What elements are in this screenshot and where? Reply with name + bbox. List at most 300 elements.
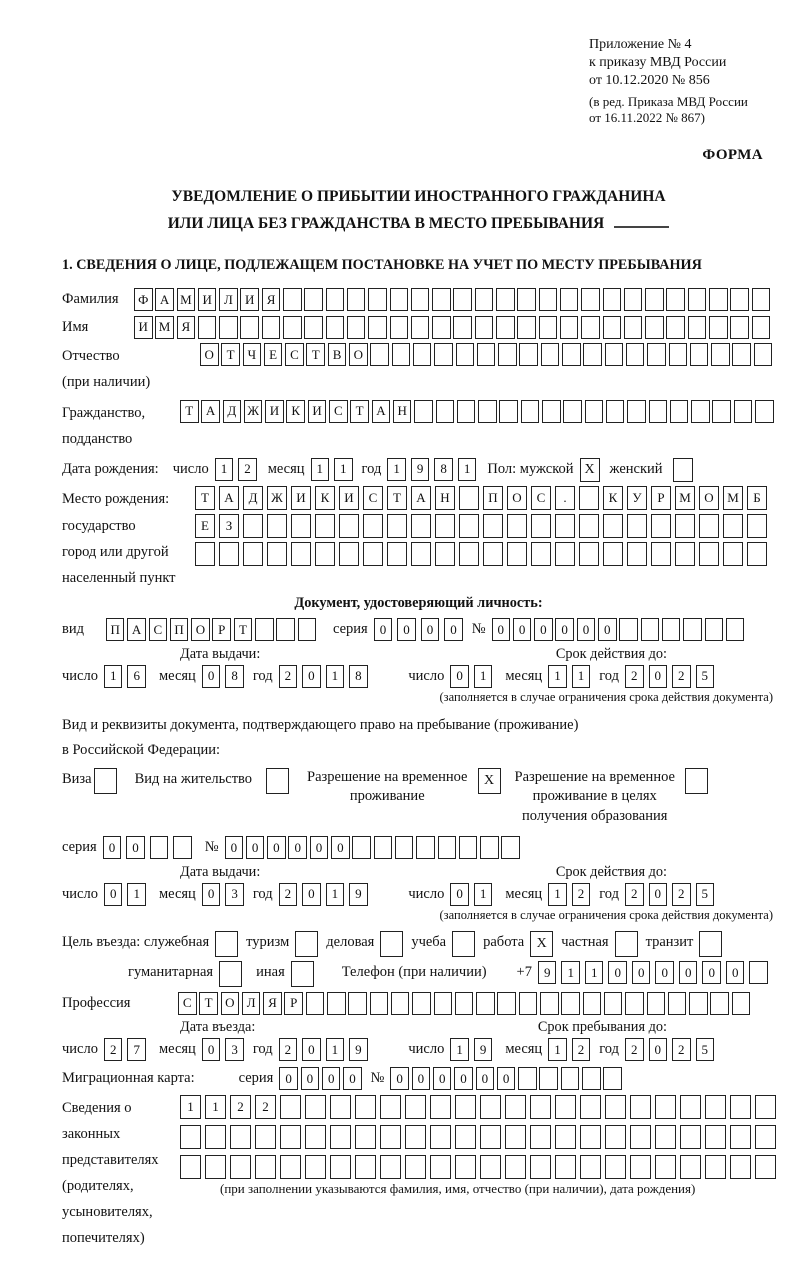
char-cell[interactable]: 0 bbox=[444, 618, 463, 641]
char-cell[interactable]: 0 bbox=[301, 1067, 320, 1090]
char-cell[interactable] bbox=[501, 836, 520, 859]
char-cell[interactable] bbox=[315, 542, 335, 566]
char-cell[interactable] bbox=[606, 400, 625, 423]
char-cell[interactable] bbox=[691, 400, 710, 423]
char-cell[interactable] bbox=[455, 992, 474, 1015]
char-cell[interactable] bbox=[647, 343, 666, 366]
char-cell[interactable]: 2 bbox=[625, 883, 644, 906]
char-cell[interactable] bbox=[755, 1095, 776, 1119]
char-cell[interactable] bbox=[453, 288, 472, 311]
char-cell[interactable]: М bbox=[675, 486, 695, 510]
char-cell[interactable]: 0 bbox=[374, 618, 393, 641]
char-cell[interactable] bbox=[498, 343, 517, 366]
char-cell[interactable] bbox=[582, 1067, 601, 1090]
char-cell[interactable]: 0 bbox=[202, 883, 221, 906]
char-cell[interactable]: С bbox=[285, 343, 304, 366]
char-cell[interactable] bbox=[709, 288, 728, 311]
char-cell[interactable] bbox=[304, 288, 323, 311]
char-cell[interactable]: 2 bbox=[672, 665, 691, 688]
char-cell[interactable] bbox=[380, 1095, 401, 1119]
char-cell[interactable] bbox=[347, 316, 366, 339]
char-cell[interactable] bbox=[430, 1155, 451, 1179]
char-cell[interactable] bbox=[675, 542, 695, 566]
char-cell[interactable] bbox=[355, 1155, 376, 1179]
char-cell[interactable]: 2 bbox=[672, 883, 691, 906]
char-cell[interactable] bbox=[651, 514, 671, 538]
char-cell[interactable]: 0 bbox=[726, 961, 745, 984]
char-cell[interactable]: 1 bbox=[326, 665, 345, 688]
char-cell[interactable]: И bbox=[308, 400, 327, 423]
char-cell[interactable]: З bbox=[219, 514, 239, 538]
char-cell[interactable] bbox=[647, 992, 666, 1015]
char-cell[interactable] bbox=[243, 514, 263, 538]
char-cell[interactable]: И bbox=[134, 316, 153, 339]
char-cell[interactable]: 2 bbox=[104, 1038, 123, 1061]
char-cell[interactable] bbox=[730, 1155, 751, 1179]
char-cell[interactable] bbox=[306, 992, 325, 1015]
char-cell[interactable] bbox=[626, 343, 645, 366]
char-cell[interactable]: 3 bbox=[225, 883, 244, 906]
char-cell[interactable] bbox=[198, 316, 217, 339]
char-cell[interactable]: Н bbox=[393, 400, 412, 423]
char-cell[interactable] bbox=[580, 1125, 601, 1149]
char-cell[interactable] bbox=[499, 400, 518, 423]
char-cell[interactable]: М bbox=[177, 288, 196, 311]
char-cell[interactable] bbox=[627, 542, 647, 566]
char-cell[interactable]: 2 bbox=[255, 1095, 276, 1119]
char-cell[interactable] bbox=[352, 836, 371, 859]
char-cell[interactable]: 0 bbox=[513, 618, 532, 641]
char-cell[interactable] bbox=[662, 618, 681, 641]
char-cell[interactable] bbox=[455, 1155, 476, 1179]
char-cell[interactable] bbox=[670, 400, 689, 423]
char-cell[interactable] bbox=[453, 316, 472, 339]
char-cell[interactable]: 0 bbox=[302, 883, 321, 906]
char-cell[interactable] bbox=[348, 992, 367, 1015]
char-cell[interactable]: А bbox=[155, 288, 174, 311]
char-cell[interactable] bbox=[560, 288, 579, 311]
char-cell[interactable] bbox=[645, 288, 664, 311]
char-cell[interactable] bbox=[476, 992, 495, 1015]
char-cell[interactable]: 9 bbox=[349, 883, 368, 906]
char-cell[interactable]: Е bbox=[264, 343, 283, 366]
char-cell[interactable]: 2 bbox=[625, 1038, 644, 1061]
checkbox-residence-permit[interactable] bbox=[266, 768, 289, 794]
char-cell[interactable] bbox=[603, 514, 623, 538]
char-cell[interactable] bbox=[505, 1095, 526, 1119]
char-cell[interactable]: 0 bbox=[492, 618, 511, 641]
char-cell[interactable] bbox=[304, 316, 323, 339]
char-cell[interactable] bbox=[555, 1095, 576, 1119]
char-cell[interactable] bbox=[262, 316, 281, 339]
char-cell[interactable]: Т bbox=[195, 486, 215, 510]
char-cell[interactable]: 6 bbox=[127, 665, 146, 688]
char-cell[interactable]: Т bbox=[234, 618, 253, 641]
char-cell[interactable] bbox=[711, 343, 730, 366]
char-cell[interactable] bbox=[730, 316, 749, 339]
char-cell[interactable] bbox=[280, 1125, 301, 1149]
char-cell[interactable]: 1 bbox=[215, 458, 234, 481]
char-cell[interactable]: 2 bbox=[279, 883, 298, 906]
char-cell[interactable] bbox=[507, 542, 527, 566]
char-cell[interactable] bbox=[605, 1095, 626, 1119]
char-cell[interactable] bbox=[755, 400, 774, 423]
char-cell[interactable] bbox=[683, 618, 702, 641]
char-cell[interactable]: П bbox=[170, 618, 189, 641]
char-cell[interactable]: И bbox=[240, 288, 259, 311]
char-cell[interactable] bbox=[705, 1155, 726, 1179]
char-cell[interactable] bbox=[655, 1155, 676, 1179]
char-cell[interactable]: У bbox=[627, 486, 647, 510]
char-cell[interactable] bbox=[305, 1095, 326, 1119]
char-cell[interactable] bbox=[219, 316, 238, 339]
char-cell[interactable] bbox=[627, 514, 647, 538]
char-cell[interactable]: К bbox=[286, 400, 305, 423]
char-cell[interactable] bbox=[339, 542, 359, 566]
char-cell[interactable] bbox=[539, 316, 558, 339]
char-cell[interactable] bbox=[496, 288, 515, 311]
char-cell[interactable] bbox=[619, 618, 638, 641]
char-cell[interactable]: 0 bbox=[577, 618, 596, 641]
char-cell[interactable]: 0 bbox=[103, 836, 122, 859]
char-cell[interactable]: 1 bbox=[548, 1038, 567, 1061]
char-cell[interactable] bbox=[705, 1095, 726, 1119]
char-cell[interactable]: 0 bbox=[649, 1038, 668, 1061]
char-cell[interactable] bbox=[605, 343, 624, 366]
char-cell[interactable] bbox=[435, 542, 455, 566]
char-cell[interactable]: 1 bbox=[334, 458, 353, 481]
char-cell[interactable] bbox=[518, 1067, 537, 1090]
char-cell[interactable]: 5 bbox=[696, 883, 715, 906]
char-cell[interactable]: 0 bbox=[454, 1067, 473, 1090]
char-cell[interactable] bbox=[651, 542, 671, 566]
char-cell[interactable] bbox=[603, 542, 623, 566]
char-cell[interactable] bbox=[690, 343, 709, 366]
char-cell[interactable]: 0 bbox=[267, 836, 286, 859]
char-cell[interactable] bbox=[539, 1067, 558, 1090]
char-cell[interactable] bbox=[625, 992, 644, 1015]
char-cell[interactable] bbox=[480, 1125, 501, 1149]
char-cell[interactable]: 1 bbox=[311, 458, 330, 481]
char-cell[interactable] bbox=[732, 992, 751, 1015]
char-cell[interactable] bbox=[411, 514, 431, 538]
char-cell[interactable]: 0 bbox=[555, 618, 574, 641]
char-cell[interactable] bbox=[414, 400, 433, 423]
char-cell[interactable] bbox=[583, 992, 602, 1015]
checkbox-humanitarian[interactable] bbox=[219, 961, 242, 987]
char-cell[interactable]: О bbox=[221, 992, 240, 1015]
char-cell[interactable]: 5 bbox=[696, 1038, 715, 1061]
char-cell[interactable] bbox=[561, 992, 580, 1015]
char-cell[interactable]: Ч bbox=[243, 343, 262, 366]
char-cell[interactable] bbox=[411, 288, 430, 311]
char-cell[interactable] bbox=[330, 1125, 351, 1149]
char-cell[interactable] bbox=[330, 1155, 351, 1179]
checkbox-study[interactable] bbox=[452, 931, 475, 957]
char-cell[interactable]: И bbox=[198, 288, 217, 311]
char-cell[interactable]: 1 bbox=[548, 883, 567, 906]
char-cell[interactable]: 1 bbox=[326, 1038, 345, 1061]
char-cell[interactable] bbox=[480, 836, 499, 859]
char-cell[interactable]: 5 bbox=[696, 665, 715, 688]
char-cell[interactable] bbox=[255, 618, 274, 641]
char-cell[interactable] bbox=[368, 316, 387, 339]
char-cell[interactable] bbox=[380, 1125, 401, 1149]
char-cell[interactable] bbox=[705, 618, 724, 641]
char-cell[interactable] bbox=[555, 1155, 576, 1179]
char-cell[interactable]: . bbox=[555, 486, 575, 510]
char-cell[interactable]: А bbox=[201, 400, 220, 423]
char-cell[interactable] bbox=[689, 992, 708, 1015]
char-cell[interactable] bbox=[747, 542, 767, 566]
char-cell[interactable]: А bbox=[219, 486, 239, 510]
char-cell[interactable]: 0 bbox=[104, 883, 123, 906]
char-cell[interactable]: 0 bbox=[421, 618, 440, 641]
char-cell[interactable]: Ж bbox=[244, 400, 263, 423]
char-cell[interactable] bbox=[432, 316, 451, 339]
char-cell[interactable] bbox=[405, 1125, 426, 1149]
char-cell[interactable]: 7 bbox=[127, 1038, 146, 1061]
char-cell[interactable] bbox=[519, 343, 538, 366]
char-cell[interactable] bbox=[749, 961, 768, 984]
char-cell[interactable] bbox=[730, 1095, 751, 1119]
char-cell[interactable] bbox=[387, 542, 407, 566]
char-cell[interactable] bbox=[326, 288, 345, 311]
char-cell[interactable] bbox=[483, 542, 503, 566]
char-cell[interactable] bbox=[530, 1095, 551, 1119]
char-cell[interactable] bbox=[205, 1125, 226, 1149]
char-cell[interactable] bbox=[630, 1125, 651, 1149]
char-cell[interactable] bbox=[267, 542, 287, 566]
checkbox-visa[interactable] bbox=[94, 768, 117, 794]
char-cell[interactable]: А bbox=[411, 486, 431, 510]
char-cell[interactable] bbox=[699, 514, 719, 538]
char-cell[interactable] bbox=[732, 343, 751, 366]
char-cell[interactable] bbox=[339, 514, 359, 538]
char-cell[interactable] bbox=[666, 316, 685, 339]
char-cell[interactable]: П bbox=[483, 486, 503, 510]
char-cell[interactable]: М bbox=[723, 486, 743, 510]
char-cell[interactable]: 9 bbox=[474, 1038, 493, 1061]
char-cell[interactable] bbox=[355, 1095, 376, 1119]
char-cell[interactable] bbox=[521, 400, 540, 423]
char-cell[interactable]: 8 bbox=[349, 665, 368, 688]
char-cell[interactable] bbox=[459, 836, 478, 859]
char-cell[interactable] bbox=[283, 316, 302, 339]
char-cell[interactable]: 2 bbox=[238, 458, 257, 481]
char-cell[interactable] bbox=[726, 618, 745, 641]
char-cell[interactable] bbox=[370, 992, 389, 1015]
char-cell[interactable]: 0 bbox=[598, 618, 617, 641]
checkbox-temp-residence-edu[interactable] bbox=[685, 768, 708, 794]
char-cell[interactable] bbox=[478, 400, 497, 423]
char-cell[interactable]: А bbox=[127, 618, 146, 641]
char-cell[interactable]: 0 bbox=[433, 1067, 452, 1090]
char-cell[interactable]: 0 bbox=[279, 1067, 298, 1090]
char-cell[interactable] bbox=[645, 316, 664, 339]
char-cell[interactable]: Р bbox=[284, 992, 303, 1015]
char-cell[interactable]: Л bbox=[219, 288, 238, 311]
char-cell[interactable] bbox=[624, 316, 643, 339]
char-cell[interactable]: 0 bbox=[702, 961, 721, 984]
char-cell[interactable]: 0 bbox=[126, 836, 145, 859]
checkbox-sex-female[interactable] bbox=[673, 458, 693, 482]
char-cell[interactable]: 1 bbox=[387, 458, 406, 481]
char-cell[interactable]: С bbox=[363, 486, 383, 510]
char-cell[interactable]: Н bbox=[435, 486, 455, 510]
char-cell[interactable] bbox=[195, 542, 215, 566]
char-cell[interactable] bbox=[627, 400, 646, 423]
char-cell[interactable] bbox=[180, 1155, 201, 1179]
char-cell[interactable]: С bbox=[531, 486, 551, 510]
char-cell[interactable]: 0 bbox=[679, 961, 698, 984]
char-cell[interactable]: Ж bbox=[267, 486, 287, 510]
char-cell[interactable] bbox=[475, 288, 494, 311]
char-cell[interactable]: О bbox=[507, 486, 527, 510]
char-cell[interactable] bbox=[517, 316, 536, 339]
char-cell[interactable] bbox=[434, 343, 453, 366]
char-cell[interactable]: К bbox=[315, 486, 335, 510]
char-cell[interactable] bbox=[298, 618, 317, 641]
char-cell[interactable] bbox=[280, 1095, 301, 1119]
char-cell[interactable]: К bbox=[603, 486, 623, 510]
char-cell[interactable] bbox=[680, 1155, 701, 1179]
checkbox-temp-residence[interactable]: X bbox=[478, 768, 501, 794]
char-cell[interactable] bbox=[755, 1155, 776, 1179]
char-cell[interactable]: 1 bbox=[548, 665, 567, 688]
char-cell[interactable]: 9 bbox=[538, 961, 557, 984]
char-cell[interactable]: 0 bbox=[288, 836, 307, 859]
char-cell[interactable] bbox=[480, 1095, 501, 1119]
char-cell[interactable] bbox=[505, 1125, 526, 1149]
char-cell[interactable] bbox=[387, 514, 407, 538]
char-cell[interactable] bbox=[666, 288, 685, 311]
char-cell[interactable] bbox=[605, 1125, 626, 1149]
char-cell[interactable] bbox=[555, 1125, 576, 1149]
char-cell[interactable]: 2 bbox=[572, 883, 591, 906]
char-cell[interactable] bbox=[416, 836, 435, 859]
char-cell[interactable]: О bbox=[699, 486, 719, 510]
char-cell[interactable] bbox=[505, 1155, 526, 1179]
char-cell[interactable] bbox=[730, 1125, 751, 1149]
char-cell[interactable] bbox=[363, 542, 383, 566]
char-cell[interactable] bbox=[542, 400, 561, 423]
char-cell[interactable]: 0 bbox=[397, 618, 416, 641]
char-cell[interactable] bbox=[531, 542, 551, 566]
char-cell[interactable] bbox=[581, 316, 600, 339]
char-cell[interactable]: 0 bbox=[246, 836, 265, 859]
char-cell[interactable] bbox=[219, 542, 239, 566]
char-cell[interactable]: 1 bbox=[326, 883, 345, 906]
char-cell[interactable] bbox=[480, 1155, 501, 1179]
char-cell[interactable] bbox=[497, 992, 516, 1015]
char-cell[interactable]: 1 bbox=[450, 1038, 469, 1061]
char-cell[interactable] bbox=[374, 836, 393, 859]
char-cell[interactable] bbox=[455, 1095, 476, 1119]
char-cell[interactable] bbox=[496, 316, 515, 339]
char-cell[interactable] bbox=[561, 1067, 580, 1090]
char-cell[interactable] bbox=[411, 316, 430, 339]
char-cell[interactable] bbox=[434, 992, 453, 1015]
char-cell[interactable] bbox=[562, 343, 581, 366]
char-cell[interactable] bbox=[436, 400, 455, 423]
char-cell[interactable] bbox=[355, 1125, 376, 1149]
char-cell[interactable]: И bbox=[291, 486, 311, 510]
char-cell[interactable] bbox=[326, 316, 345, 339]
char-cell[interactable] bbox=[752, 288, 771, 311]
char-cell[interactable] bbox=[255, 1125, 276, 1149]
char-cell[interactable]: 1 bbox=[458, 458, 477, 481]
char-cell[interactable]: Т bbox=[180, 400, 199, 423]
char-cell[interactable] bbox=[655, 1095, 676, 1119]
char-cell[interactable] bbox=[680, 1125, 701, 1149]
char-cell[interactable] bbox=[507, 514, 527, 538]
char-cell[interactable] bbox=[405, 1095, 426, 1119]
char-cell[interactable] bbox=[411, 542, 431, 566]
char-cell[interactable] bbox=[455, 1125, 476, 1149]
char-cell[interactable] bbox=[477, 343, 496, 366]
char-cell[interactable]: 9 bbox=[349, 1038, 368, 1061]
char-cell[interactable]: Ф bbox=[134, 288, 153, 311]
char-cell[interactable] bbox=[276, 618, 295, 641]
char-cell[interactable]: Т bbox=[306, 343, 325, 366]
char-cell[interactable] bbox=[723, 542, 743, 566]
char-cell[interactable]: А bbox=[372, 400, 391, 423]
char-cell[interactable]: 1 bbox=[561, 961, 580, 984]
char-cell[interactable]: М bbox=[155, 316, 174, 339]
char-cell[interactable] bbox=[754, 343, 773, 366]
char-cell[interactable]: 1 bbox=[104, 665, 123, 688]
checkbox-work[interactable]: X bbox=[530, 931, 553, 957]
char-cell[interactable] bbox=[395, 836, 414, 859]
char-cell[interactable]: 0 bbox=[608, 961, 627, 984]
char-cell[interactable] bbox=[580, 1155, 601, 1179]
char-cell[interactable] bbox=[240, 316, 259, 339]
char-cell[interactable]: В bbox=[328, 343, 347, 366]
char-cell[interactable] bbox=[585, 400, 604, 423]
char-cell[interactable]: 0 bbox=[331, 836, 350, 859]
char-cell[interactable] bbox=[459, 542, 479, 566]
char-cell[interactable] bbox=[390, 316, 409, 339]
char-cell[interactable] bbox=[539, 288, 558, 311]
char-cell[interactable] bbox=[710, 992, 729, 1015]
char-cell[interactable] bbox=[752, 316, 771, 339]
char-cell[interactable] bbox=[641, 618, 660, 641]
char-cell[interactable]: Р bbox=[212, 618, 231, 641]
char-cell[interactable] bbox=[530, 1155, 551, 1179]
char-cell[interactable] bbox=[603, 1067, 622, 1090]
char-cell[interactable]: Я bbox=[177, 316, 196, 339]
char-cell[interactable] bbox=[705, 1125, 726, 1149]
char-cell[interactable] bbox=[370, 343, 389, 366]
char-cell[interactable]: 0 bbox=[202, 1038, 221, 1061]
char-cell[interactable]: 2 bbox=[672, 1038, 691, 1061]
char-cell[interactable]: 9 bbox=[411, 458, 430, 481]
char-cell[interactable] bbox=[368, 288, 387, 311]
char-cell[interactable] bbox=[180, 1125, 201, 1149]
char-cell[interactable]: 0 bbox=[202, 665, 221, 688]
char-cell[interactable]: 0 bbox=[497, 1067, 516, 1090]
char-cell[interactable] bbox=[579, 486, 599, 510]
char-cell[interactable]: 0 bbox=[343, 1067, 362, 1090]
char-cell[interactable]: Л bbox=[242, 992, 261, 1015]
char-cell[interactable]: О bbox=[191, 618, 210, 641]
char-cell[interactable]: 0 bbox=[322, 1067, 341, 1090]
char-cell[interactable] bbox=[579, 542, 599, 566]
checkbox-transit[interactable] bbox=[699, 931, 722, 957]
char-cell[interactable] bbox=[581, 288, 600, 311]
char-cell[interactable]: 8 bbox=[434, 458, 453, 481]
